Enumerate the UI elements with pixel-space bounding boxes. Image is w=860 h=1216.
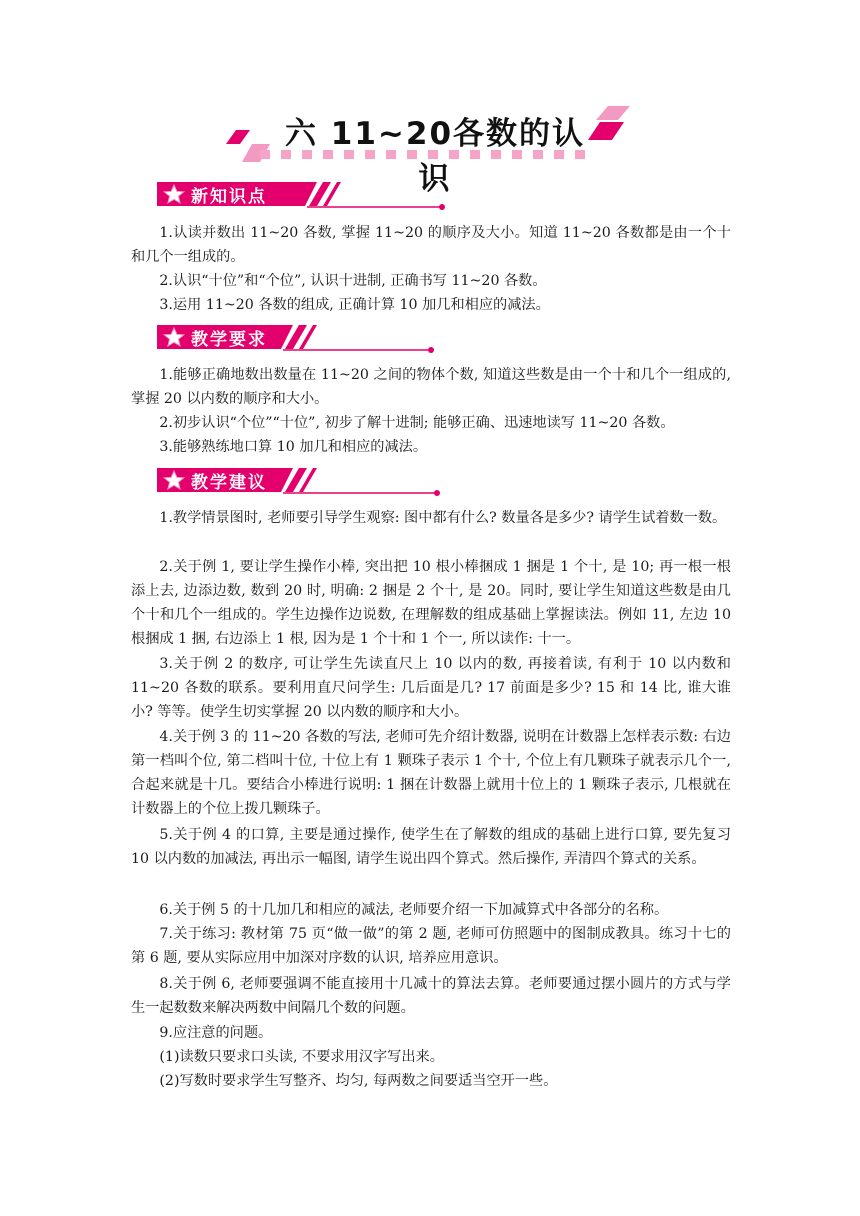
paragraph: 3.运用 11~20 各数的组成, 正确计算 10 加几和相应的减法。 bbox=[159, 297, 550, 313]
paragraph: (2)写数时要求学生写整齐、均匀, 每两数之间要适当空开一些。 bbox=[159, 1073, 558, 1089]
paragraph: 5.关于例 4 的口算, 主要是通过操作, 使学生在了解数的组成的基础上进行口算, 要先复习 10 以内数的加减法, 再出示一幅图, 请学生说出四个算式。然后操作, 弄清四个算式的关系。 bbox=[131, 827, 731, 867]
section-heading-label: 新知识点 bbox=[191, 187, 267, 207]
paragraph: 1.教学情景图时, 老师要引导学生观察: 图中都有什么? 数量各是多少? 请学生试着数一数。 bbox=[159, 510, 727, 526]
paragraph: 3.能够熟练地口算 10 加几和相应的减法。 bbox=[159, 439, 428, 455]
paragraph: 1.能够正确地数出数量在 11~20 之间的物体个数, 知道这些数是由一个十和几个一组成的, 掌握 20 以内数的顺序和大小。 bbox=[131, 367, 731, 407]
section-heading-new-knowledge bbox=[157, 180, 447, 210]
section-heading-teaching-requirements bbox=[157, 323, 447, 353]
paragraph: 2.初步认识“个位”“十位”, 初步了解十进制; 能够正确、迅速地读写 11~20 各数。 bbox=[159, 415, 675, 431]
paragraph: 4.关于例 3 的 11~20 各数的写法, 老师可先介绍计数器, 说明在计数器上怎样表示数: 右边第一档叫个位, 第二档叫十位, 十位上有 1 颗珠子表示 1 个十, 个位上有几颗珠子就表示几个一, 合起来就是十几。要结合小棒进行说明: 1 捆在计数器上就用十位上的 1 颗珠子表示, 几根就在计数器上的个位上拨几颗珠子。 bbox=[131, 729, 731, 817]
page-title: 六 11~20各数的认识 bbox=[284, 116, 586, 197]
paragraph: 8.关于例 6, 老师要强调不能直接用十几减十的算法去算。老师要通过摆小圆片的方式与学生一起数数来解决两数中间隔几个数的问题。 bbox=[131, 976, 731, 1016]
paragraph: 3.关于例 2 的数序, 可让学生先读直尺上 10 以内的数, 再接着读, 有利于 10 以内数和 11~20 各数的联系。要利用直尺问学生: 几后面是几? 17 前面是多少? 15 和 14 比, 谁大谁小? 等等。使学生切实掌握 20 以内数的顺序和大小。 bbox=[131, 656, 731, 720]
paragraph: 6.关于例 5 的十几加几和相应的减法, 老师要介绍一下加减算式中各部分的名称。 bbox=[159, 902, 669, 918]
paragraph: 2.关于例 1, 要让学生操作小棒, 突出把 10 根小棒捆成 1 捆是 1 个十, 是 10; 再一根一根添上去, 边添边数, 数到 20 时, 明确: 2 捆是 2 个十, 是 20。同时, 要让学生知道这些数是由几个十和几个一组成的。学生边操作边说数, 在理解数的组成基础上掌握读法。例如 11, 左边 10 根捆成 1 捆, 右边添上 1 根, 因为是 1 个十和 1 个一, 所以读作: 十一。 bbox=[131, 559, 731, 647]
paragraph: (1)读数只要求口头读, 不要求用汉字写出来。 bbox=[159, 1049, 444, 1065]
paragraph: 7.关于练习: 教材第 75 页“做一做”的第 2 题, 老师可仿照题中的图制成教具。练习十七的第 6 题, 要从实际应用中加深对序数的认识, 培养应用意识。 bbox=[131, 926, 731, 966]
paragraph: 1.认读并数出 11~20 各数, 掌握 11~20 的顺序及大小。知道 11~20 各数都是由一个十和几个一组成的。 bbox=[131, 225, 731, 265]
section-heading-label: 教学要求 bbox=[191, 330, 267, 350]
section-heading-label: 教学建议 bbox=[191, 473, 267, 493]
paragraph: 9.应注意的问题。 bbox=[159, 1025, 273, 1041]
section-heading-teaching-suggestions bbox=[157, 466, 447, 496]
title-block bbox=[226, 100, 636, 197]
paragraph: 2.认识“十位”和“个位”, 认识十进制, 正确书写 11~20 各数。 bbox=[159, 273, 547, 289]
